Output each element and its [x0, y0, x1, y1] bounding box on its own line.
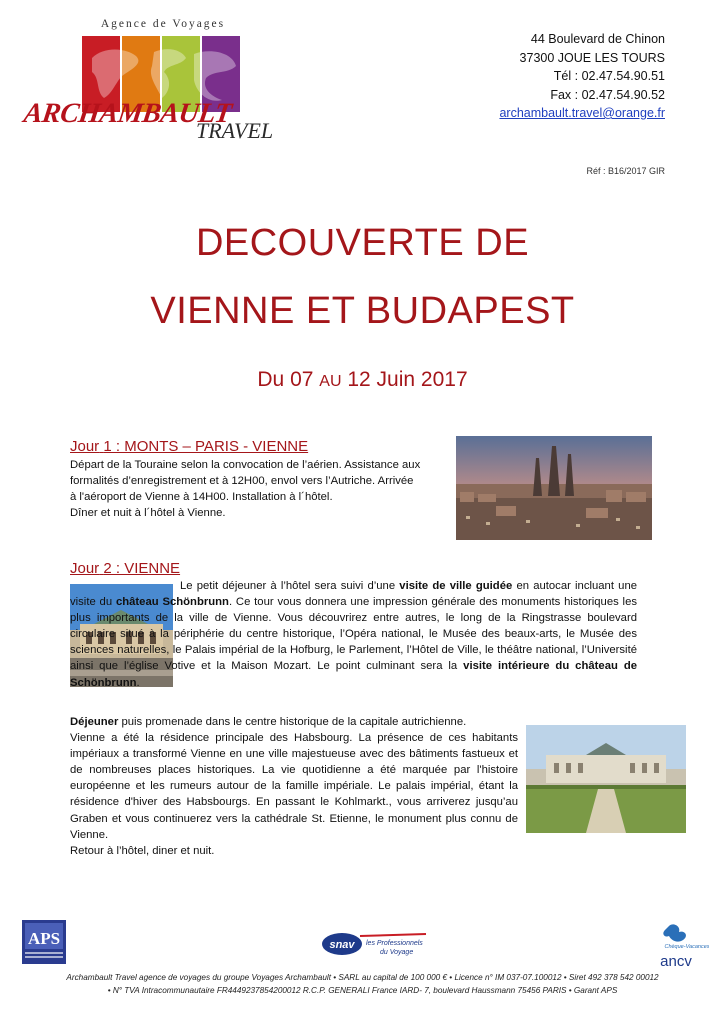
logo-brand-sub: TRAVEL — [196, 118, 274, 143]
footer-line1: Archambault Travel agence de voyages du groupe Voyages Archambault • SARL au capital de 100 000 € • Licence n° IM 037-07.100012 • Siret 492 378 542 00012 — [66, 973, 659, 982]
snav-tagline-2: du Voyage — [380, 949, 414, 956]
day1-description — [70, 457, 450, 521]
day1-line: Dîner et nuit à l´hôtel à Vienne. — [70, 507, 226, 520]
vienna-skyline-photo — [456, 436, 652, 540]
day1-line: formalités d’enregistrement et à 12H00, envol vers l’Autriche. Arrivée — [70, 475, 414, 488]
day1-heading — [70, 438, 308, 455]
day2-text: puis promenade dans le centre historique de la capitale autrichienne. — [118, 716, 467, 728]
day2-afternoon-paragraph — [70, 714, 518, 859]
day2-visit-paragraph — [70, 578, 637, 691]
day1-heading-text: 1 : MONTS – PARIS - VIENNE — [103, 438, 309, 455]
day1-heading-label: Jour — [70, 438, 100, 455]
day2-bold-guided-tour: visite de ville guidée — [399, 580, 513, 592]
snav-logo — [320, 928, 430, 958]
address-fax: Fax : 02.47.54.90.52 — [550, 87, 665, 102]
aps-logo-text: APS — [27, 929, 61, 948]
snav-tagline-1: les Professionnels — [366, 940, 423, 947]
page-title-line1: DECOUVERTE DE — [195, 222, 530, 264]
day2-text: Le petit déjeuner à l’hôtel sera suivi d’une — [180, 580, 400, 592]
aps-logo — [22, 920, 66, 964]
day2-bold-schonbrunn: château Schönbrunn — [115, 596, 229, 609]
bird-icon — [663, 924, 686, 941]
logo-brand-main: ARCHAMBAULT — [21, 98, 234, 129]
reference-code: Réf : B16/2017 GIR — [586, 166, 665, 176]
ancv-logo-text: ancv — [660, 953, 692, 970]
day2-text: en autocar incluant une visite du — [70, 580, 638, 609]
day1-line: à l'aéroport de Vienne à 14H00. Installation à l´hôtel. — [70, 491, 333, 504]
trip-dates — [0, 368, 725, 392]
day2-return-text: Retour à l’hôtel, diner et nuit. — [70, 844, 215, 857]
day2-bold-lunch: Déjeuner — [70, 716, 119, 728]
address-street: 44 Boulevard de Chinon — [530, 32, 665, 46]
page-title-line2: VIENNE ET BUDAPEST — [150, 290, 575, 332]
agency-logo — [22, 18, 284, 148]
dates-au: AU — [319, 373, 342, 390]
day2-heading-label: Jour — [70, 560, 100, 577]
email-link[interactable]: archambault.travel@orange.fr — [499, 106, 665, 120]
ancv-logo — [643, 922, 709, 972]
dates-to-day: 12 — [347, 368, 371, 391]
address-phone: Tél : 02.47.54.90.51 — [553, 69, 665, 83]
dates-year: 2017 — [420, 368, 468, 391]
footer-line2: • N° TVA Intracommunautaire FR4449237854200012 R.C.P. GENERALI France IARD- 7, boulevard Haussmann 75456 PARIS • Garant APS — [107, 986, 618, 995]
agency-address — [499, 30, 665, 123]
address-city: 37300 JOUE LES TOURS — [519, 50, 665, 65]
belvedere-palace-photo — [526, 725, 686, 833]
logo-tagline: Agence de Voyages — [100, 18, 226, 30]
day2-history-text: Vienne a été la résidence principale des Habsbourg. La présence de ces habitants impériaux a transformé Vienne en une ville majestueuse avec des bâtiments fastueux et de nombreuses places historiques. La vie quotidienne a été marquée par l'histoire européenne et les rumeurs autour de la famille impériale. Le palais impérial, étant la résidence d'hiver des Habsbourgs. En passant le Kohlmarkt., vous arriverez jusqu’au Graben et vous continuerez vers la cathédrale St. Etienne, le monument plus connu de Vienne. — [70, 732, 518, 841]
day2-heading — [70, 560, 180, 577]
legal-footer — [0, 971, 725, 997]
day2-text: . — [136, 676, 140, 689]
day1-line: Départ de la Touraine selon la convocation de l’aérien. Assistance aux — [70, 459, 421, 471]
day2-heading-text: 2 : VIENNE — [103, 560, 181, 577]
day2-text: . Ce tour vous donnera une impression générale des monuments historiques les plus importants de la ville de Vienne. Vous découvrirez entre autres, le long de la Ringstrasse boulevard circulaire situé à la périphérie du centre historique, l’Opéra national, le Musée des beaux-arts, le Musée des sciences naturelles, le Palais impérial de la Hofburg, le Parlement, l’Hôtel de Ville, le théâtre national, l’Université ainsi que l’église Votive et la Maison Mozart. Le point culminant sera la — [70, 596, 637, 673]
snav-logo-text: snav — [329, 939, 355, 951]
day2-bold-interior-visit: visite intérieure du château de Schönbrunn — [70, 660, 638, 689]
cheque-vacances-text: Chèque-Vacances — [664, 944, 709, 950]
dates-du: Du — [257, 368, 285, 391]
dates-from-day: 07 — [290, 368, 314, 391]
dates-month: Juin — [376, 368, 416, 391]
